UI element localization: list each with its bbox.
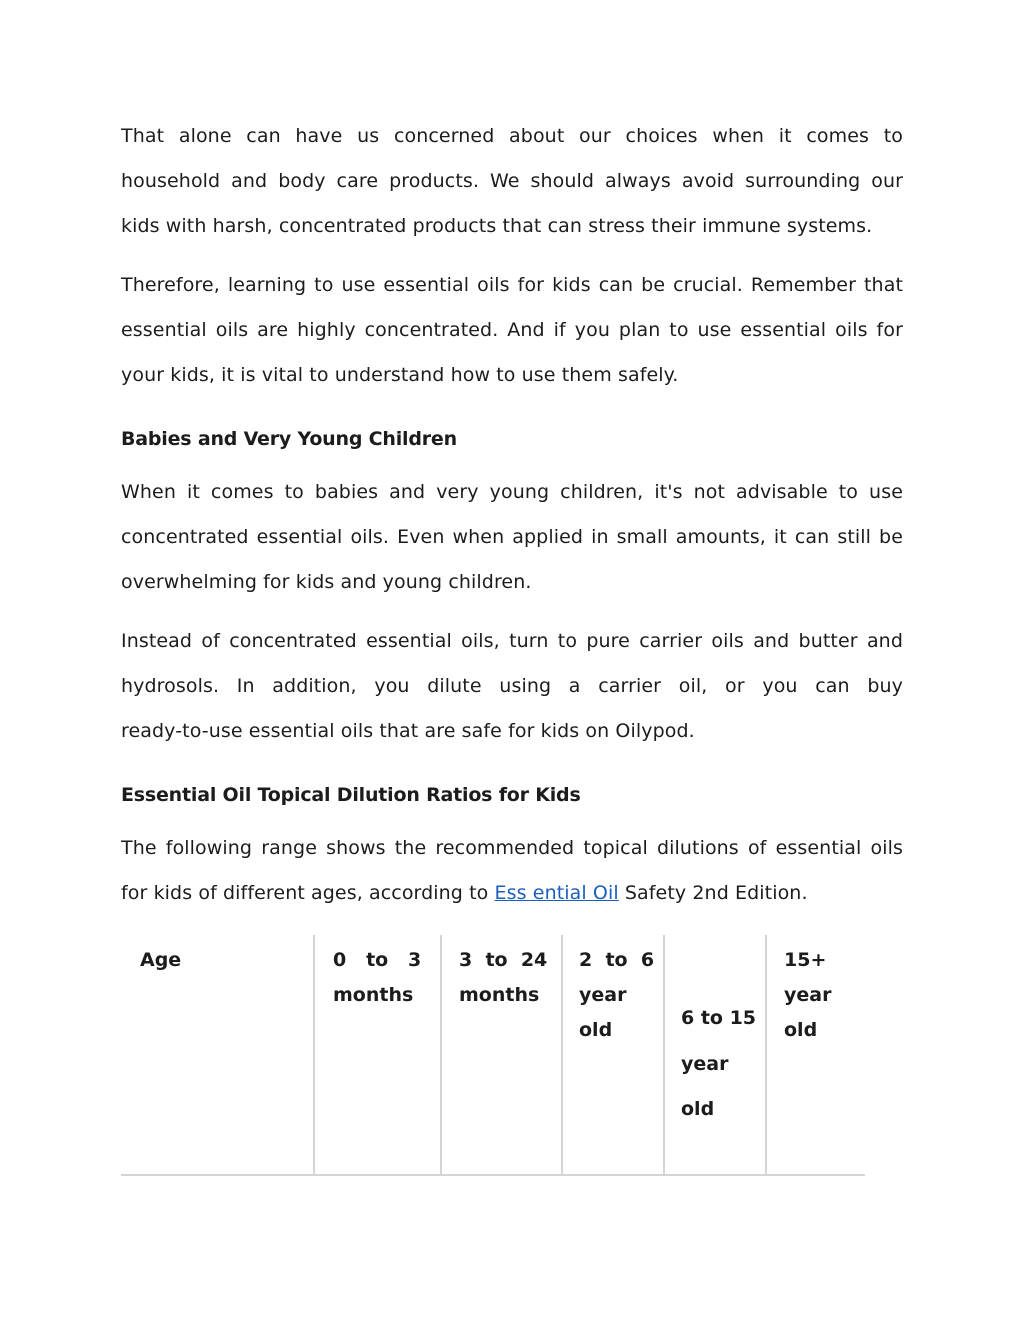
header-15plus-line1: 15+ <box>784 949 827 971</box>
table-header-cell <box>561 935 663 1174</box>
paragraph-line: concentrated essential oils. Even when applied in small amounts, it can still be <box>121 526 903 548</box>
header-2-6-line3: old <box>579 1019 613 1041</box>
heading-dilution-ratios: Essential Oil Topical Dilution Ratios for Kids <box>121 784 581 806</box>
paragraph-learning-oils <box>121 263 903 398</box>
paragraph-line: The following range shows the recommended topical dilutions of essential oils <box>121 837 903 859</box>
paragraph-line: Therefore, learning to use essential oils for kids can be crucial. Remember that <box>121 274 903 296</box>
table-header-cell <box>440 935 561 1174</box>
paragraph-line: kids with harsh, concentrated products that can stress their immune systems. <box>121 215 873 237</box>
table-header-cell <box>663 935 765 1174</box>
text-after-link: Safety 2nd Edition. <box>618 882 808 904</box>
header-6-15-line1: 6 to 15 <box>681 1007 757 1029</box>
header-3-24-months-line2: months <box>459 984 540 1006</box>
table-header-cell <box>313 935 440 1174</box>
header-3-24-months-line1: 3 to 24 <box>459 949 548 971</box>
header-0-3-months-line2: months <box>333 984 414 1006</box>
table-header-cell <box>121 935 313 1174</box>
paragraph-dilution-range <box>121 826 903 916</box>
paragraph-line: That alone can have us concerned about our choices when it comes to <box>121 125 903 147</box>
paragraph-line: your kids, it is vital to understand how to use them safely. <box>121 364 679 386</box>
dilution-table <box>121 935 865 1176</box>
header-6-15-line2: year <box>681 1053 729 1075</box>
paragraph-carrier-oils <box>121 619 903 754</box>
header-age: Age <box>140 949 182 971</box>
header-15plus-line3: old <box>784 1019 818 1041</box>
heading-babies: Babies and Very Young Children <box>121 428 457 450</box>
paragraph-line <box>121 871 903 916</box>
text-before-link: for kids of different ages, according to <box>121 882 495 904</box>
header-15plus-line2: year <box>784 984 832 1006</box>
paragraph-line: overwhelming for kids and young children. <box>121 571 532 593</box>
table-header-cell <box>765 935 865 1174</box>
paragraph-line: essential oils are highly concentrated. And if you plan to use essential oils for <box>121 319 903 341</box>
paragraph-line: Instead of concentrated essential oils, turn to pure carrier oils and butter and <box>121 630 903 652</box>
paragraph-line: ready-to-use essential oils that are safe for kids on Oilypod. <box>121 720 695 742</box>
header-2-6-line2: year <box>579 984 627 1006</box>
header-2-6-line1: 2 to 6 <box>579 949 655 971</box>
paragraph-immune-systems <box>121 114 903 249</box>
paragraph-line: hydrosols. In addition, you dilute using a carrier oil, or you can buy <box>121 675 903 697</box>
header-0-3-months-line1: 0 to 3 <box>333 949 422 971</box>
paragraph-line: household and body care products. We should always avoid surrounding our <box>121 170 903 192</box>
paragraph-babies <box>121 470 903 605</box>
paragraph-line: When it comes to babies and very young children, it's not advisable to use <box>121 481 903 503</box>
essential-oil-safety-link[interactable]: Ess ential Oil <box>494 882 619 904</box>
header-6-15-line3: old <box>681 1098 715 1120</box>
